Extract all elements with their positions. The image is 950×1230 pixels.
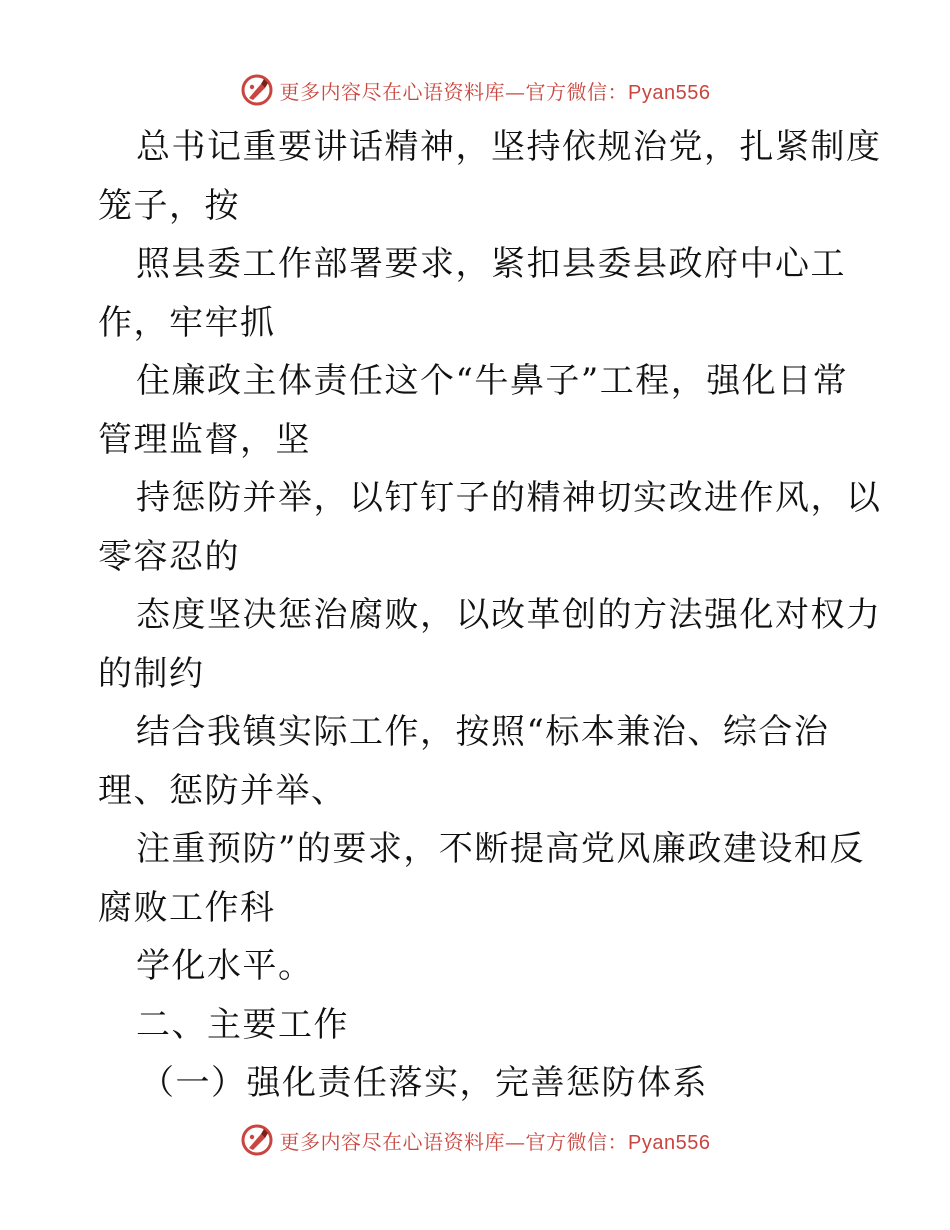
body-line: 态度坚决惩治腐败，以改革创的方法强化对权力 — [136, 595, 882, 635]
body-line: 照县委工作部署要求，紧扣县委县政府中心工 — [136, 244, 846, 284]
body-line: 的制约 — [98, 653, 205, 694]
footer-banner-text: 更多内容尽在心语资料库—官方微信：Pyan556 — [279, 1129, 711, 1154]
document-body — [98, 118, 882, 1113]
pen-logo-icon — [240, 73, 274, 107]
body-line: 笼子，按 — [98, 185, 240, 226]
body-line: 管理监督，坚 — [98, 419, 311, 460]
section-heading: 二、主要工作 — [136, 1004, 349, 1045]
body-line: 结合我镇实际工作，按照“标本兼治、综合治 — [136, 712, 830, 752]
body-line: 总书记重要讲话精神，坚持依规治党，扎紧制度 — [136, 127, 882, 167]
header-banner — [0, 70, 950, 110]
body-line: 住廉政主体责任这个“牛鼻子”工程，强化日常 — [136, 361, 849, 401]
subsection-heading: （一）强化责任落实，完善惩防体系 — [140, 1063, 708, 1103]
footer-wechat-id: Pyan556 — [628, 1131, 711, 1154]
header-wechat-id: Pyan556 — [628, 81, 711, 104]
body-line: 注重预防”的要求，不断提高党风廉政建设和反 — [136, 829, 865, 869]
body-line: 零容忍的 — [98, 536, 240, 577]
body-line: 持惩防并举，以钉钉子的精神切实改进作风，以 — [136, 478, 882, 518]
body-line: 理、惩防并举、 — [98, 770, 347, 811]
body-line: 学化水平。 — [136, 946, 314, 986]
body-line: 腐败工作科 — [98, 887, 276, 928]
header-banner-text: 更多内容尽在心语资料库—官方微信：Pyan556 — [279, 79, 711, 104]
body-line: 作，牢牢抓 — [98, 302, 276, 343]
footer-banner — [0, 1120, 950, 1160]
pen-logo-icon — [240, 1123, 274, 1157]
